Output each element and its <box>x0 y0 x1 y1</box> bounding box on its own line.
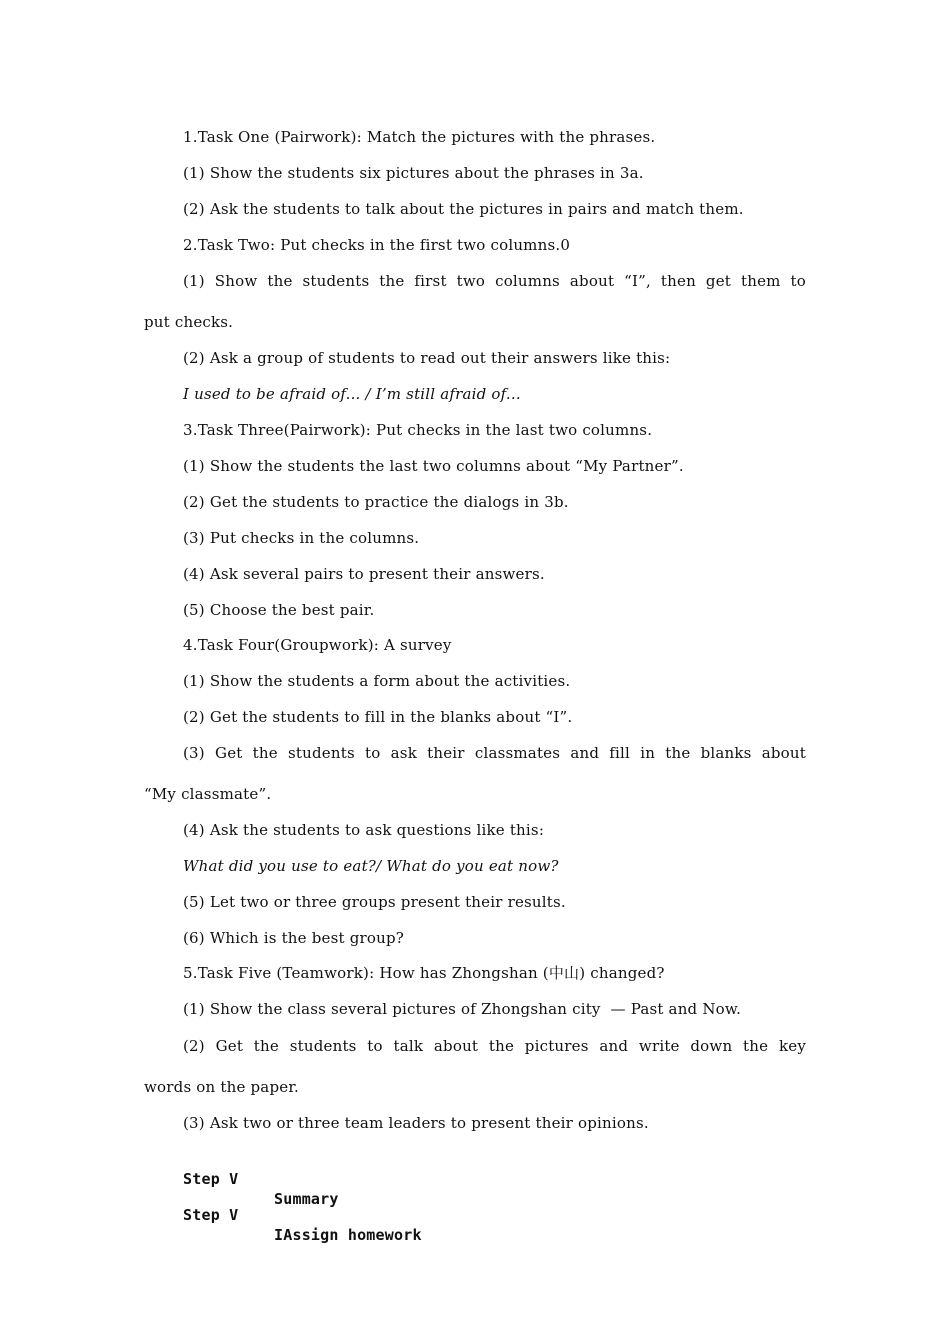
task-four-step-5: (5) Let two or three groups present their results. <box>183 893 566 911</box>
step-homework-title: IAssign homework <box>274 1226 422 1244</box>
step-homework-label: Step V <box>183 1206 239 1224</box>
task-four-step-2: (2) Get the students to fill in the blanks about “I”. <box>183 708 573 726</box>
task-five-step-2: (2) Get the students to talk about the pictures and write down the key <box>183 1037 806 1055</box>
task-four-step-3: (3) Get the students to ask their classmates and fill in the blanks about <box>183 744 806 762</box>
task-three-heading: 3.Task Three(Pairwork): Put checks in the last two columns. <box>183 421 653 439</box>
task-four-heading: 4.Task Four(Groupwork): A survey <box>183 636 452 654</box>
task-five-heading: 5.Task Five (Teamwork): How has Zhongshan (中山) changed? <box>183 964 665 982</box>
step-summary-title: Summary <box>274 1190 339 1208</box>
task-one-heading: 1.Task One (Pairwork): Match the pictures with the phrases. <box>183 128 656 146</box>
task-four-step-3-continued: “My classmate”. <box>144 785 272 803</box>
task-two-example-sentence: I used to be afraid of... / I’m still afraid of... <box>183 385 521 403</box>
task-two-step-2: (2) Ask a group of students to read out their answers like this: <box>183 349 671 367</box>
task-three-step-3: (3) Put checks in the columns. <box>183 529 420 547</box>
step-summary <box>183 1149 583 1208</box>
task-four-step-6: (6) Which is the best group? <box>183 929 404 947</box>
task-three-step-2: (2) Get the students to practice the dialogs in 3b. <box>183 493 569 511</box>
task-three-step-1: (1) Show the students the last two columns about “My Partner”. <box>183 457 684 475</box>
task-four-step-4: (4) Ask the students to ask questions like this: <box>183 821 545 839</box>
task-five-step-2-continued: words on the paper. <box>144 1078 300 1096</box>
task-three-step-4: (4) Ask several pairs to present their answers. <box>183 565 545 583</box>
task-two-heading: 2.Task Two: Put checks in the first two columns.0 <box>183 236 571 254</box>
task-one-step-1: (1) Show the students six pictures about the phrases in 3a. <box>183 164 644 182</box>
task-two-step-1: (1) Show the students the first two columns about “I”, then get them to <box>183 272 806 290</box>
task-five-step-1: (1) Show the class several pictures of Zhongshan city — Past and Now. <box>183 1000 742 1018</box>
task-four-example-question: What did you use to eat?/ What do you eat now? <box>183 857 559 875</box>
step-summary-label: Step V <box>183 1170 239 1188</box>
task-one-step-2: (2) Ask the students to talk about the pictures in pairs and match them. <box>183 200 744 218</box>
task-five-step-3: (3) Ask two or three team leaders to present their opinions. <box>183 1114 649 1132</box>
task-three-step-5: (5) Choose the best pair. <box>183 601 375 619</box>
step-homework <box>183 1185 583 1244</box>
task-four-step-1: (1) Show the students a form about the activities. <box>183 672 571 690</box>
task-two-step-1-continued: put checks. <box>144 313 234 331</box>
